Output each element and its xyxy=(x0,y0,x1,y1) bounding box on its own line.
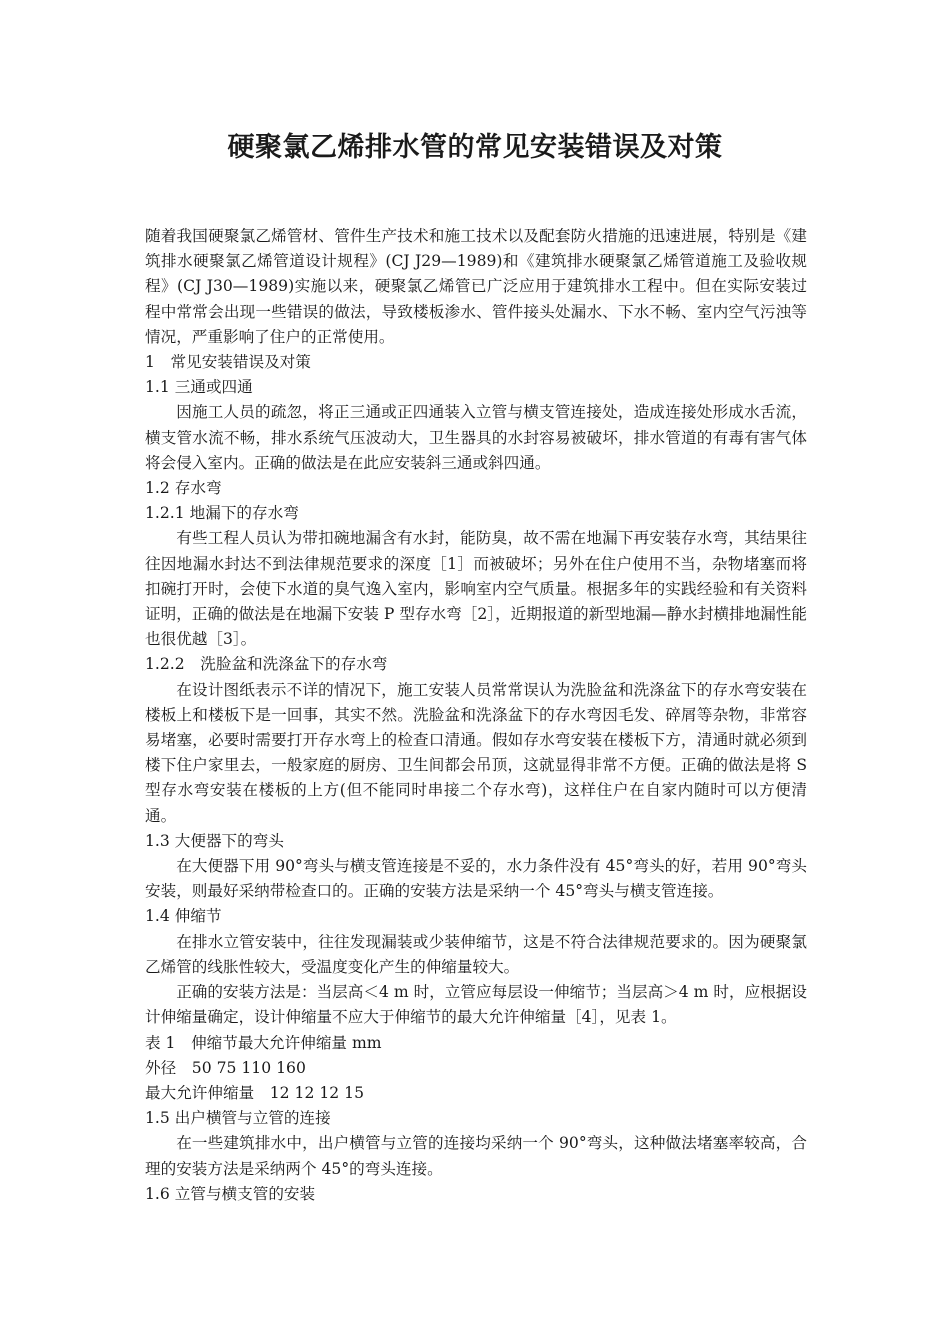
section-heading-1-3: 1.3 大便器下的弯头 xyxy=(145,831,284,850)
section-heading-1-2-1: 1.2.1 地漏下的存水弯 xyxy=(145,504,299,523)
document-title: 硬聚氯乙烯排水管的常见安装错误及对策 xyxy=(227,132,723,163)
section-heading-1-1: 1.1 三通或四通 xyxy=(145,378,253,397)
intro-paragraph: 随着我国硬聚氯乙烯管材、管件生产技术和施工技术以及配套防火措施的迅速进展，特别是《建筑排水硬聚氯乙烯管道设计规程》(CJ J29—1989)和《建筑排水硬聚氯乙烯管道施工及验收规程》(CJ J30—1989)实施以来，硬聚氯乙烯管已广泛应用于建筑排水工程中。但在实际安装过程中常常会出现一些错误的做法，导致楼板渗水、管件接头处漏水、下水不畅、室内空气污浊等情况，严重影响了住户的正常使用。 xyxy=(145,227,807,346)
section-heading-1-2-2: 1.2.2 洗脸盆和洗涤盆下的存水弯 xyxy=(145,655,388,674)
paragraph-1-4-a: 在排水立管安装中，往往发现漏装或少装伸缩节，这是不符合法律规范要求的。因为硬聚氯乙烯管的线胀性较大，受温度变化产生的伸缩量较大。 xyxy=(145,932,807,976)
table-1-row-outer-diameter: 外径 50 75 110 160 xyxy=(145,1058,306,1077)
section-heading-1-5: 1.5 出户横管与立管的连接 xyxy=(145,1109,331,1128)
document-body xyxy=(145,224,807,1207)
paragraph-1-5: 在一些建筑排水中，出户横管与立管的连接均采纳一个 90°弯头，这种做法堵塞率较高，合理的安装方法是采纳两个 45°的弯头连接。 xyxy=(145,1134,807,1178)
section-heading-1-2: 1.2 存水弯 xyxy=(145,479,222,498)
table-1-row-max-expansion: 最大允许伸缩量 12 12 12 15 xyxy=(145,1083,364,1102)
paragraph-1-2-2: 在设计图纸表示不详的情况下，施工安装人员常常误认为洗脸盆和洗涤盆下的存水弯安装在楼板上和楼板下是一回事，其实不然。洗脸盆和洗涤盆下的存水弯因毛发、碎屑等杂物，非常容易堵塞，必要时需要打开存水弯上的检查口清通。假如存水弯安装在楼板下方，清通时就必须到楼下住户家里去，一般家庭的厨房、卫生间都会吊顶，这就显得非常不方便。正确的做法是将 S 型存水弯安装在楼板的上方(但不能同时串接二个存水弯)，这样住户在自家内随时可以方便清通。 xyxy=(145,680,807,825)
section-heading-1-4: 1.4 伸缩节 xyxy=(145,907,222,926)
paragraph-1-4-b: 正确的安装方法是：当层高＜4 m 时，立管应每层设一伸缩节；当层高＞4 m 时，应根据设计伸缩量确定，设计伸缩量不应大于伸缩节的最大允许伸缩量［4］，见表 1。 xyxy=(145,983,807,1027)
section-heading-1-6: 1.6 立管与横支管的安装 xyxy=(145,1184,316,1203)
paragraph-1-1: 因施工人员的疏忽，将正三通或正四通装入立管与横支管连接处，造成连接处形成水舌流，横支管水流不畅，排水系统气压波动大，卫生器具的水封容易被破坏，排水管道的有毒有害气体将会侵入室内。正确的做法是在此应安装斜三通或斜四通。 xyxy=(145,403,807,472)
table-1-caption: 表 1 伸缩节最大允许伸缩量 mm xyxy=(145,1033,382,1052)
paragraph-1-2-1: 有些工程人员认为带扣碗地漏含有水封，能防臭，故不需在地漏下再安装存水弯，其结果往往因地漏水封达不到法律规范要求的深度［1］而被破坏；另外在住户使用不当，杂物堵塞而将扣碗打开时，会使下水道的臭气逸入室内，影响室内空气质量。根据多年的实践经验和有关资料证明，正确的做法是在地漏下安装 P 型存水弯［2］，近期报道的新型地漏—静水封横排地漏性能也很优越［3］。 xyxy=(145,529,807,649)
section-heading-1: 1 常见安装错误及对策 xyxy=(145,353,311,372)
paragraph-1-3: 在大便器下用 90°弯头与横支管连接是不妥的，水力条件没有 45°弯头的好，若用 90°弯头安装，则最好采纳带检查口的。正确的安装方法是采纳一个 45°弯头与横支管连接。 xyxy=(145,857,807,901)
